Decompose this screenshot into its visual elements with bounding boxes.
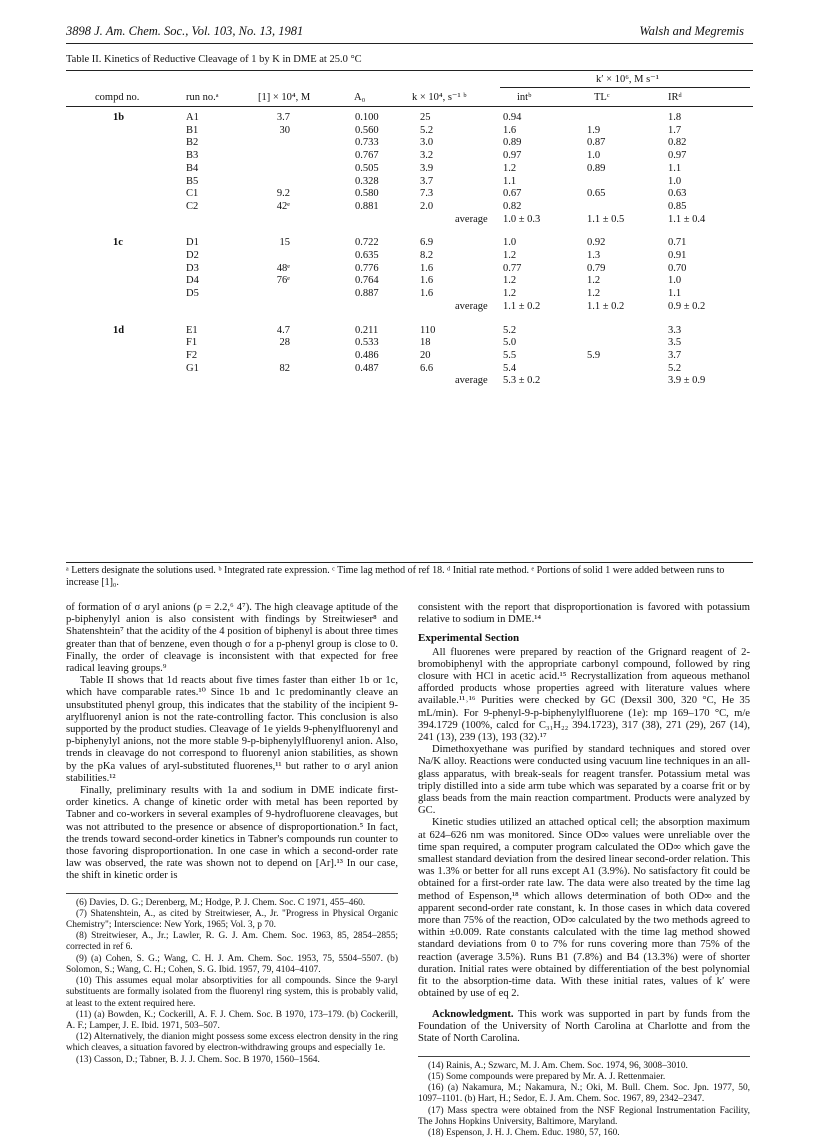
table-cell: B1 [186,124,199,136]
table-cell: 1.6 [420,288,434,300]
table-cell: 0.91 [668,250,687,261]
table-cell: 1.0 [668,175,682,187]
table-cell: 1.2 [587,275,601,287]
table-cell: 1.1 [503,175,517,187]
reference-footnote: (10) This assumes equal molar absorptivities for all compounds. Since the 9-aryl substituents are formally isolated from the fluorenyl ring system, this is probably valid, at least to the extent required here. [66,976,398,1009]
table-cell: 1.0 [503,237,517,249]
table-cell: 1.0 [587,150,601,162]
right-intro-paragraph: consistent with the report that disproportionation is favored with potassium relative to sodium in DME.¹⁴ [418,602,750,626]
table-cell: 6.6 [420,362,434,374]
table-cell: 1.2 [503,162,517,174]
table-cell: 1.2 [503,250,517,261]
table-cell: 0.767 [355,150,379,162]
table-row [0,188,820,201]
table-cell: 1.8 [668,112,682,123]
right-paragraphs [418,647,750,1001]
table-column-header: intᵇ [517,92,532,103]
table-bottom-rule [66,562,753,563]
table-cell: 18 [420,337,431,349]
table-cell: 1.2 [503,288,517,300]
table-cell: 42ᵉ [276,200,290,212]
table-row [0,214,820,227]
table-cell: 3.3 [668,324,682,336]
table-row [0,337,820,350]
table-cell: average [455,375,488,387]
body-paragraph: of formation of σ aryl anions (ρ = 2.2,⁶ 4⁷). The high cleavage aptitude of the p-biphenylyl anion is also consistent with findings by Streitwieser⁸ and Shatenshtein⁷ that the acidity of the 4 position of biphenyl is about three times greater than that of benzene, even though σ for a p-phenyl group is close to 0. Finally, the order of cleavage is inconsistent with that expected for free radical leaving groups.⁹ [66,602,398,675]
left-paragraphs [66,602,398,883]
table-cell: 5.5 [503,349,517,361]
table-cell: 6.9 [420,237,434,249]
table-cell: 0.881 [355,200,379,212]
table-column-header: IRᵈ [668,92,682,103]
table-row [0,201,820,214]
table-cell: 0.733 [355,137,379,149]
table-cell: 0.580 [355,188,379,200]
table-caption: Table II. Kinetics of Reductive Cleavage of 1 by K in DME at 25.0 °C [66,54,362,65]
reference-footnote: (13) Casson, D.; Tabner, B. J. J. Chem. Soc. B 1970, 1560–1564. [76,1054,320,1065]
table-row [0,350,820,363]
table-cell: 0.487 [355,362,379,374]
table-cell: 0.67 [503,188,522,200]
table-cell: 3.7 [420,175,434,187]
table-cell: 0.100 [355,112,379,123]
table-cell: 0.533 [355,337,379,349]
table-cell: 0.486 [355,349,379,361]
table-cell: 0.77 [503,262,522,274]
table-column-header: k × 10⁴, s⁻¹ ᵇ [412,92,467,103]
table-cell: F1 [186,337,198,349]
table-row [0,125,820,138]
reference-footnote: (15) Some compounds were prepared by Mr. A. J. Rettenmaier. [428,1071,666,1082]
reference-footnote: (14) Rainis, A.; Szwarc, M. J. Am. Chem. Soc. 1974, 96, 3008–3010. [428,1060,688,1071]
reference-footnote: (9) (a) Cohen, S. G.; Wang, C. H. J. Am. Chem. Soc. 1953, 75, 5504–5507. (b) Solomon, S.; Wang, C. H.; Cohen, S. G. Ibid. 1957, 79, 4104–4107. [66,953,398,975]
table-cell: 1.6 [503,124,517,136]
table-cell: 9.2 [276,188,290,200]
table-cell: 0.63 [668,188,687,200]
table-cell: 1.7 [668,124,682,136]
table-row [0,263,820,276]
reference-footnote: (18) Espenson, J. H. J. Chem. Educ. 1980, 57, 160. [428,1127,620,1138]
table-cell: 0.82 [668,137,687,149]
table-cell: 0.82 [503,200,522,212]
table-cell: 0.635 [355,250,379,261]
kprime-group-rule [500,87,750,88]
table-row [0,325,820,338]
table-cell: 0.560 [355,124,379,136]
table-cell: 1.0 [668,275,682,287]
table-cell: 1.3 [587,250,601,261]
table-cell: 0.85 [668,200,687,212]
table-cell: 5.0 [503,337,517,349]
header-rule [66,43,753,44]
table-cell: 0.9 ± 0.2 [668,300,706,312]
table-row [0,237,820,250]
table-cell: 110 [420,324,436,336]
table-cell: 5.3 ± 0.2 [503,375,541,387]
table-row [0,301,820,314]
table-column-header: A₀ [354,92,366,103]
table-row [0,375,820,388]
table-cell: 48ᵉ [276,262,290,274]
table-top-rule [66,70,753,71]
table-cell: 3.9 [420,162,434,174]
table-cell: 0.89 [587,162,606,174]
experimental-section-heading: Experimental Section [418,632,520,645]
table-cell: 15 [279,237,290,249]
table-cell: B5 [186,175,199,187]
table-row [0,163,820,176]
table-cell: 0.92 [587,237,606,249]
table-row [0,150,820,163]
table-cell: 1.1 [668,288,682,300]
table-cell: average [455,213,488,225]
table-column-header: TLᶜ [594,92,610,103]
table-cell: 1.1 ± 0.4 [668,213,706,225]
reference-footnote: (6) Davies, D. G.; Derenberg, M.; Hodge, P. J. Chem. Soc. C 1971, 455–460. [76,897,366,908]
table-cell: 0.71 [668,237,687,249]
table-cell: B4 [186,162,199,174]
table-cell: C1 [186,188,199,200]
table-cell: G1 [186,362,199,374]
reference-footnote: (12) Alternatively, the dianion might possess some excess electron density in the ring which cleaves, a situation favored by electron-withdrawing groups and especially 1e. [66,1032,398,1054]
table-cell: 5.2 [420,124,434,136]
body-paragraph: Table II shows that 1d reacts about five times faster than either 1b or 1c, which have comparable rates.¹⁰ Since 1b and 1c predominantly cleave an unsubstituted phenyl group, this indicates that the stability of the incipient 9-arylfluorenyl anion is not the rate-controlling factor. This conclusion is also supported by the product studies. Cleavage of 1e yields 9-phenylfluorenyl and p-biphenylyl anions, not the more stable 9-p-biphenylylfluorenyl anion. Also, trends in cleavage do not correspond to fluorenyl anion stabilities, as shown by the pKa values of aryl-substituted fluorenes,¹¹ but rather to σ aryl anion stabilities.¹² [66,675,398,784]
table-cell: 0.328 [355,175,379,187]
table-cell: 1.1 [668,162,682,174]
table-cell: 3.2 [420,150,434,162]
table-cell: 3.9 ± 0.9 [668,375,706,387]
table-cell: D4 [186,275,199,287]
table-cell: 0.65 [587,188,606,200]
acknowledgment-title: Acknowledgment. [432,1008,514,1020]
table-cell: 1c [113,237,123,249]
body-paragraph: Dimethoxyethane was purified by standard techniques and stored over Na/K alloy. Reactions were conducted using vacuum line techniques in an all-glass apparatus, with break-seals for reagent transfer. Potassium metal was triply distilled into a side arm tube which was separated by a coarse frit or by glass beads from the main reaction compartment. Products were analyzed by GC. [418,744,750,817]
table-cell: 20 [420,349,431,361]
table-row [0,250,820,263]
body-paragraph: Kinetic studies utilized an attached optical cell; the absorption maximum at 624–626 nm was monitored. Since OD∞ values were unreliable over the time span required, a computer program calculated the OD∞ which gave the smallest standard deviation from the desired linear second-order relation. This was 1.3% or better for all runs except A1 (3.9%). No satisfactory fit could be obtained for a first-order rate law. The data were also treated by the time lag method of Espenson,¹⁸ which allows determination of both OD∞ and the apparent second-order rate constant, k. In those cases in which data covered more than 75% of the reaction, OD∞ calculated by the two methods agreed to within ±0.009. Rate constants calculated with the time lag method showed standard deviations from 0 to 7% for runs covering more than 75% of the reaction (average 3.5%). Runs B1 (7.8%) and B4 (13.3%) were of shorter duration. Initial rates were obtained by differentiation of the best polynomial fit to the absorption-time data. With these initial rates, values of k′ were obtained by use of eq 2. [418,817,750,1000]
table-cell: 7.3 [420,188,434,200]
table-row [0,176,820,189]
table-cell: 3.5 [668,337,682,349]
table-column-header: compd no. [95,92,140,103]
table-cell: B3 [186,150,199,162]
table-cell: 4.7 [276,324,290,336]
table-cell: 0.97 [668,150,687,162]
footnote-rule-right [418,1056,750,1057]
table-cell: 1.6 [420,262,434,274]
acknowledgment-paragraph [418,1009,750,1046]
table-column-header: [1] × 10⁴, M [258,92,311,103]
table-cell: 0.89 [503,137,522,149]
table-cell: 3.0 [420,137,434,149]
table-cell: 1.0 ± 0.3 [503,213,541,225]
table-cell: 8.2 [420,250,434,261]
table-cell: C2 [186,200,199,212]
table-cell: 82 [279,362,290,374]
table-cell: 0.94 [503,112,522,123]
table-cell: 0.505 [355,162,379,174]
table-cell: 5.2 [503,324,517,336]
table-cell: D2 [186,250,199,261]
acknowledgment-text: This work was supported in part by funds from the Foundation of the University of North Carolina at Charlotte and from the State of North Carolina. [418,1008,750,1044]
table-cell: 1.6 [420,275,434,287]
table-row [0,137,820,150]
table-cell: 1.1 ± 0.5 [587,213,625,225]
table-cell: 3.7 [668,349,682,361]
table-cell: 25 [420,112,431,123]
reference-footnote: (11) (a) Bowden, K.; Cockerill, A. F. J. Chem. Soc. B 1970, 173–179. (b) Cockerill, A. F.; Lamper, J. E. Ibid. 1971, 503–507. [66,1009,398,1031]
table-cell: A1 [186,112,199,123]
table-cell: 0.97 [503,150,522,162]
table-cell: 0.87 [587,137,606,149]
table-cell: 1.9 [587,124,601,136]
table-cell: average [455,300,488,312]
running-header-citation: 3898 J. Am. Chem. Soc., Vol. 103, No. 13, 1981 [66,24,304,38]
table-cell: 1b [113,112,125,123]
table-cell: B2 [186,137,199,149]
table-cell: 5.4 [503,362,517,374]
table-cell: 30 [279,124,290,136]
table-row [0,363,820,376]
reference-footnote: (17) Mass spectra were obtained from the NSF Regional Instrumentation Facility, The Johns Hopkins University, Baltimore, Maryland. [418,1105,750,1127]
table-cell: 1.1 ± 0.2 [503,300,541,312]
table-row [0,112,820,125]
table-footnotes: ᵃ Letters designate the solutions used. ᵇ Integrated rate expression. ᶜ Time lag method of ref 18. ᵈ Initial rate method. ᵉ Portions of solid 1 were added between runs to increase [1]₀. [66,565,725,588]
table-row [0,275,820,288]
table-cell: 0.70 [668,262,687,274]
table-cell: 1.2 [587,288,601,300]
table-cell: 5.9 [587,349,601,361]
table-cell: 0.211 [355,324,379,336]
right-footnotes [418,1061,750,1139]
left-footnotes [66,898,398,1066]
table-cell: 0.887 [355,288,379,300]
body-paragraph: Finally, preliminary results with 1a and sodium in DME indicate first-order kinetics. A change of kinetic order with metal has been reported by Tabner and co-workers in several examples of 9-hydrofluorene cleavages, but was not attributed to the presence or absence of disproportionation.⁵ In fact, the trends toward second-order kinetics in Tabner's compounds run counter to those favoring disproportionation. In one case in which a second-order rate law was observed, the rate was shown not to depend on [Ar].¹³ In our case, the shift in kinetic order is [66,785,398,882]
table-cell: 0.722 [355,237,379,249]
reference-footnote: (8) Streitwieser, A., Jr.; Lawler, R. G. J. Am. Chem. Soc. 1963, 85, 2854–2855; corrected in ref 6. [66,931,398,953]
table-cell: 0.79 [587,262,606,274]
reference-footnote: (7) Shatenshtein, A., as cited by Streitwieser, A., Jr. "Progress in Physical Organic Chemistry"; Interscience: New York, 1965; Vol. 3, p 70. [66,908,398,931]
table-cell: 3.7 [276,112,290,123]
table-header-rule [66,106,753,107]
table-cell: D5 [186,288,199,300]
table-cell: 1.2 [503,275,517,287]
table-cell: 0.764 [355,275,379,287]
table-cell: 0.776 [355,262,379,274]
reference-footnote: (16) (a) Nakamura, M.; Nakamura, N.; Oki, M. Bull. Chem. Soc. Jpn. 1977, 50, 1097–1101. (b) Hart, H.; Sedor, E. J. Am. Chem. Soc. 1967, 89, 2342–2347. [418,1083,750,1105]
table-cell: D1 [186,237,199,249]
table-cell: 76ᵉ [276,275,290,287]
table-row [0,288,820,301]
table-cell: E1 [186,324,198,336]
table-cell: 2.0 [420,200,434,212]
table-cell: D3 [186,262,199,274]
table-cell: F2 [186,349,198,361]
kprime-group-header: k′ × 10⁶, M s⁻¹ [596,74,659,85]
table-column-header: run no.ᵃ [186,92,219,103]
running-header-authors: Walsh and Megremis [639,24,744,38]
table-cell: 5.2 [668,362,682,374]
table-cell: 1d [113,324,125,336]
left-text-column [66,602,398,1066]
table-cell: 1.1 ± 0.2 [587,300,625,312]
table-cell: 28 [279,337,290,349]
body-paragraph: All fluorenes were prepared by reaction of the Grignard reagent of 2-bromobiphenyl with the appropriate carbonyl compound, followed by ring closure with HCl in acetic acid.¹⁵ Recrystallization from aqueous methanol afforded products whose properties agreed with literature values where available.¹¹˒¹⁶ Purities were checked by GC (Dexsil 300, 320 °C, He 35 mL/min). For 9-phenyl-9-p-biphenylylfluorene (1e): mp 169–170 °C, m/e 394.1729 (100%, calcd for C₃₁H₂₂ 394.1723), 317 (38), 271 (29), 267 (14), 241 (13), 239 (13), 193 (32).¹⁷ [418,646,750,744]
footnote-rule-left [66,893,398,894]
right-text-column [418,602,750,1139]
